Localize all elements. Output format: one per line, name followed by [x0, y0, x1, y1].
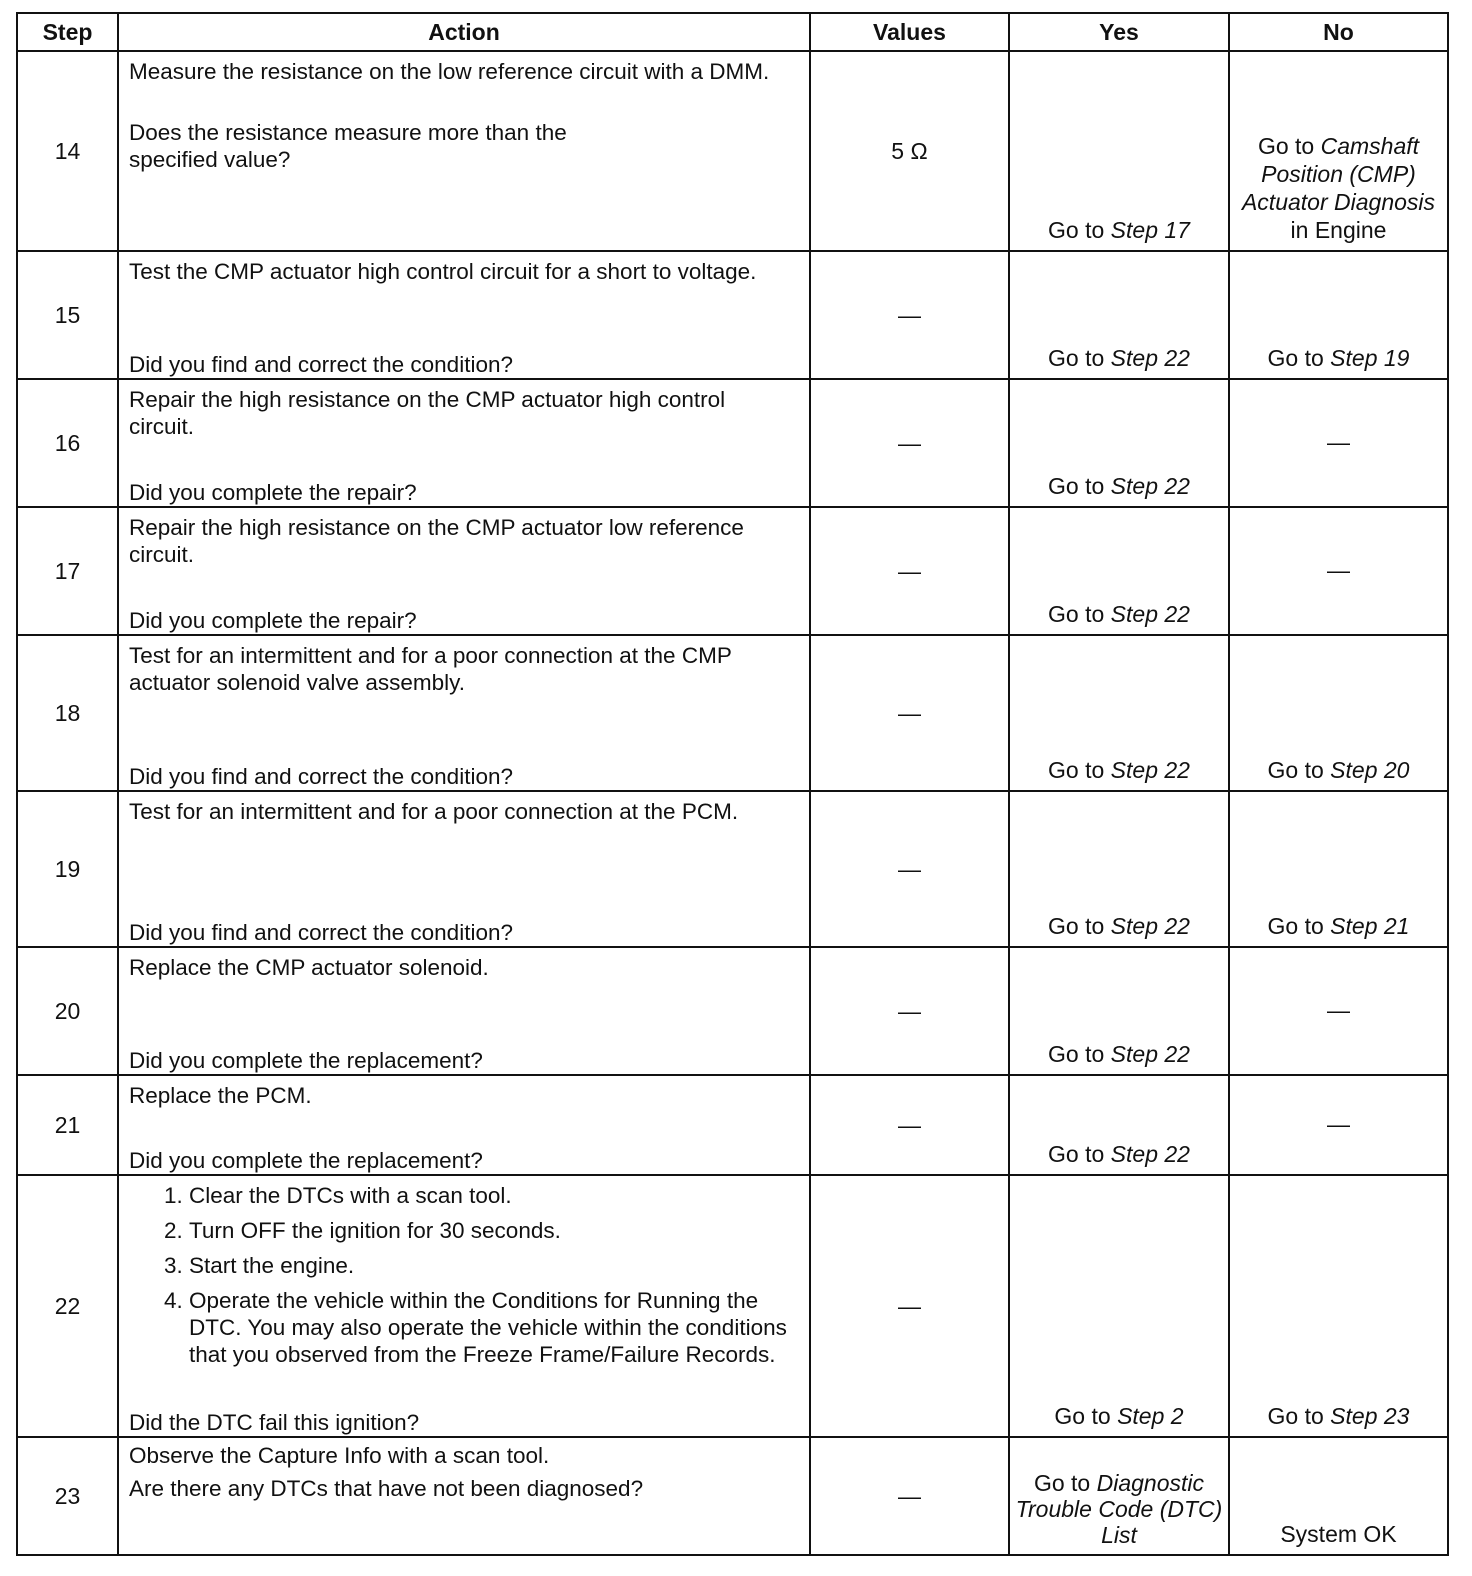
yes-link[interactable]: Step 22 [1110, 345, 1190, 371]
action-cell [118, 507, 810, 635]
action-instruction: Observe the Capture Info with a scan tool. [129, 1443, 550, 1468]
no-link[interactable]: Camshaft Position (CMP) Actuator Diagnosis [1241, 133, 1436, 215]
list-item: 2. Turn OFF the ignition for 30 seconds. [189, 1217, 795, 1244]
action-cell [118, 1175, 810, 1437]
yes-link[interactable]: Step 22 [1110, 913, 1190, 939]
no-link[interactable]: Step 20 [1330, 757, 1410, 783]
no-link[interactable]: Step 19 [1330, 345, 1410, 371]
yes-cell [1009, 1175, 1229, 1437]
yes-prefix: Go to [1048, 601, 1111, 627]
action-instruction: Test for an intermittent and for a poor connection at the PCM. [129, 799, 739, 824]
no-cell: System OK [1229, 1437, 1448, 1555]
no-cell [1229, 51, 1448, 251]
yes-prefix: Go to [1054, 1403, 1118, 1429]
list-item: 1. Clear the DTCs with a scan tool. [189, 1182, 795, 1209]
table-row [17, 51, 1448, 251]
no-cell: — [1229, 379, 1448, 507]
yes-link[interactable]: Step 22 [1110, 601, 1190, 627]
step-number: 22 [17, 1175, 118, 1437]
no-cell [1229, 251, 1448, 379]
table-row [17, 1075, 1448, 1175]
yes-link[interactable]: Step 2 [1117, 1403, 1184, 1429]
value-cell: — [810, 251, 1009, 379]
action-instruction: Test for an intermittent and for a poor connection at the CMP actuator solenoid valve assembly. [129, 643, 732, 695]
yes-prefix: Go to [1048, 217, 1111, 243]
table-row [17, 507, 1448, 635]
value-cell: — [810, 635, 1009, 791]
action-cell [118, 51, 810, 251]
header-step: Step [17, 13, 118, 51]
step-number: 16 [17, 379, 118, 507]
yes-link[interactable]: Diagnostic Trouble Code (DTC) List [1015, 1470, 1223, 1548]
action-instruction: Repair the high resistance on the CMP actuator low reference circuit. [129, 515, 744, 567]
step-number: 21 [17, 1075, 118, 1175]
yes-prefix: Go to [1048, 913, 1111, 939]
action-instruction: Test the CMP actuator high control circuit for a short to voltage. [129, 259, 757, 284]
yes-cell [1009, 251, 1229, 379]
yes-cell [1009, 947, 1229, 1075]
action-cell [118, 1075, 810, 1175]
value-cell: — [810, 1075, 1009, 1175]
yes-link[interactable]: Step 22 [1110, 757, 1190, 783]
action-instruction: Replace the PCM. [129, 1083, 312, 1108]
yes-prefix: Go to [1033, 1470, 1097, 1496]
action-instruction: Measure the resistance on the low reference circuit with a DMM. [129, 59, 770, 84]
action-cell [118, 1437, 810, 1555]
list-item: 3. Start the engine. [189, 1252, 795, 1279]
action-question: Did you complete the repair? [129, 480, 417, 505]
action-question: Are there any DTCs that have not been diagnosed? [129, 1476, 644, 1501]
value-cell: — [810, 1437, 1009, 1555]
action-cell [118, 379, 810, 507]
step-number: 18 [17, 635, 118, 791]
yes-cell [1009, 507, 1229, 635]
yes-prefix: Go to [1048, 473, 1111, 499]
table-row [17, 1437, 1448, 1555]
action-question: Did you complete the replacement? [129, 1048, 483, 1073]
no-cell [1229, 791, 1448, 947]
yes-cell [1009, 1075, 1229, 1175]
no-link[interactable]: Step 21 [1330, 913, 1410, 939]
yes-cell [1009, 1437, 1229, 1555]
action-question: Does the resistance measure more than the specified value? [129, 120, 567, 172]
action-cell [118, 251, 810, 379]
yes-prefix: Go to [1048, 1141, 1111, 1167]
action-step-list [129, 1182, 795, 1376]
value-cell: — [810, 791, 1009, 947]
no-cell [1229, 1175, 1448, 1437]
action-question: Did you complete the replacement? [129, 1148, 483, 1173]
value-cell: — [810, 947, 1009, 1075]
yes-link[interactable]: Step 22 [1110, 1141, 1190, 1167]
no-cell: — [1229, 947, 1448, 1075]
yes-cell [1009, 635, 1229, 791]
value-cell: — [810, 507, 1009, 635]
table-row [17, 1175, 1448, 1437]
no-prefix: Go to [1267, 913, 1331, 939]
yes-cell [1009, 379, 1229, 507]
yes-prefix: Go to [1048, 1041, 1111, 1067]
action-question: Did you find and correct the condition? [129, 764, 513, 789]
no-prefix: Go to [1267, 345, 1331, 371]
yes-link[interactable]: Step 22 [1110, 1041, 1190, 1067]
header-no: No [1229, 13, 1448, 51]
yes-link[interactable]: Step 17 [1110, 217, 1190, 243]
no-prefix: Go to [1257, 133, 1321, 159]
step-number: 14 [17, 51, 118, 251]
action-cell [118, 635, 810, 791]
no-prefix: Go to [1267, 757, 1331, 783]
header-row [17, 13, 1448, 51]
yes-cell [1009, 51, 1229, 251]
action-instruction: Replace the CMP actuator solenoid. [129, 955, 489, 980]
step-number: 15 [17, 251, 118, 379]
action-instruction: Repair the high resistance on the CMP actuator high control circuit. [129, 387, 726, 439]
action-cell [118, 947, 810, 1075]
no-cell: — [1229, 1075, 1448, 1175]
header-yes: Yes [1009, 13, 1229, 51]
yes-prefix: Go to [1048, 345, 1111, 371]
action-question: Did you find and correct the condition? [129, 352, 513, 377]
header-action: Action [118, 13, 810, 51]
no-cell [1229, 635, 1448, 791]
header-values: Values [810, 13, 1009, 51]
no-link[interactable]: Step 23 [1330, 1403, 1410, 1429]
step-number: 20 [17, 947, 118, 1075]
table-row [17, 635, 1448, 791]
diagnostic-table [16, 12, 1449, 1556]
table-row [17, 947, 1448, 1075]
table-row [17, 791, 1448, 947]
value-cell: — [810, 1175, 1009, 1437]
list-item: 4. Operate the vehicle within the Conditions for Running the DTC. You may also operate the vehicle within the conditions that you observed from the Freeze Frame/Failure Records. [189, 1287, 795, 1368]
action-question: Did the DTC fail this ignition? [129, 1410, 420, 1435]
value-cell: 5 Ω [810, 51, 1009, 251]
no-suffix: in Engine [1290, 217, 1387, 243]
table-row [17, 379, 1448, 507]
no-prefix: Go to [1267, 1403, 1331, 1429]
step-number: 17 [17, 507, 118, 635]
yes-link[interactable]: Step 22 [1110, 473, 1190, 499]
step-number: 23 [17, 1437, 118, 1555]
action-question: Did you find and correct the condition? [129, 920, 513, 945]
action-question: Did you complete the repair? [129, 608, 417, 633]
action-cell [118, 791, 810, 947]
table-row [17, 251, 1448, 379]
step-number: 19 [17, 791, 118, 947]
value-cell: — [810, 379, 1009, 507]
no-cell: — [1229, 507, 1448, 635]
yes-cell [1009, 791, 1229, 947]
yes-prefix: Go to [1048, 757, 1111, 783]
